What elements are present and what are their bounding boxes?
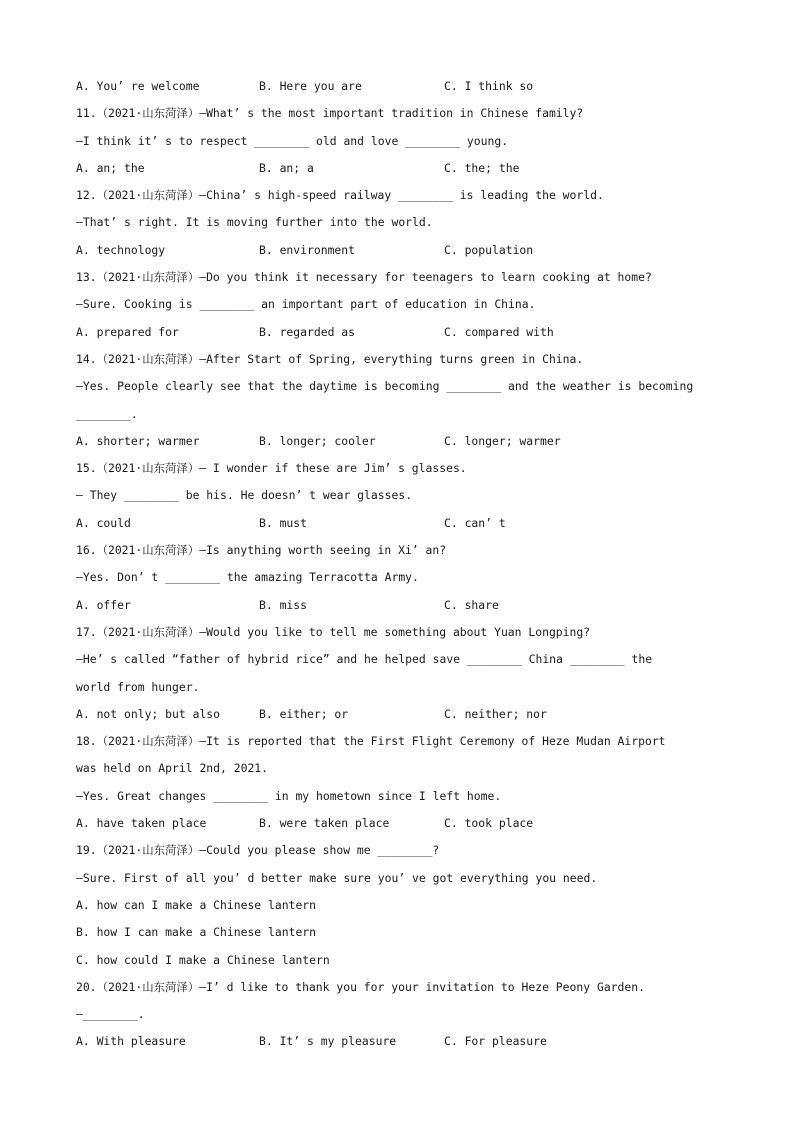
option-c: C. share (444, 597, 499, 612)
question-14-options (76, 431, 726, 458)
question-19-option-a: A. how can I make a Chinese lantern (76, 897, 317, 912)
question-18-stem-cont: was held on April 2nd, 2021. (76, 761, 269, 776)
question-12-stem: 12.（2021·山东菏泽）—China’ s high-speed railway ________ is leading the world. (76, 188, 604, 203)
question-15-options (76, 513, 726, 540)
question-17-stem: 17.（2021·山东菏泽）—Would you like to tell me something about Yuan Longping? (76, 624, 591, 639)
question-19-option-b: B. how I can make a Chinese lantern (76, 925, 317, 940)
question-19-response: —Sure. First of all you’ d better make sure you’ ve got everything you need. (76, 870, 598, 885)
option-c: C. For pleasure (444, 1034, 547, 1049)
question-11-response: —I think it’ s to respect ________ old and love ________ young. (76, 133, 509, 148)
question-15-stem: 15.（2021·山东菏泽）— I wonder if these are Jim’ s glasses. (76, 461, 467, 476)
document-page (76, 76, 726, 1059)
option-b: B. were taken place (259, 816, 390, 831)
option-b: B. regarded as (259, 324, 356, 339)
question-17-response-cont: world from hunger. (76, 679, 200, 694)
option-a: A. have taken place (76, 816, 207, 831)
option-a: A. could (76, 515, 131, 530)
option-a: A. prepared for (76, 324, 179, 339)
option-a: A. technology (76, 242, 166, 257)
option-a: A. not only; but also (76, 706, 221, 721)
question-14-response-cont: ________. (76, 406, 138, 421)
option-a: A. shorter; warmer (76, 433, 200, 448)
question-11-options (76, 158, 726, 185)
question-20-response: —________. (76, 1007, 145, 1022)
option-c: C. longer; warmer (444, 433, 561, 448)
question-20-options (76, 1031, 726, 1058)
question-20-stem: 20.（2021·山东菏泽）—I’ d like to thank you for your invitation to Heze Peony Garden. (76, 979, 645, 994)
option-c: C. the; the (444, 160, 520, 175)
question-16-options (76, 595, 726, 622)
option-c: C. neither; nor (444, 706, 547, 721)
option-b: B. It’ s my pleasure (259, 1034, 397, 1049)
question-18-response: —Yes. Great changes ________ in my hometown since I left home. (76, 788, 502, 803)
question-12-response: —That’ s right. It is moving further into the world. (76, 215, 433, 230)
question-13-stem: 13.（2021·山东菏泽）—Do you think it necessary for teenagers to learn cooking at home? (76, 270, 652, 285)
question-19-option-c: C. how could I make a Chinese lantern (76, 952, 330, 967)
option-b: B. an; a (259, 160, 314, 175)
question-15-response: — They ________ be his. He doesn’ t wear glasses. (76, 488, 413, 503)
option-a: A. offer (76, 597, 131, 612)
question-13-response: —Sure. Cooking is ________ an important part of education in China. (76, 297, 536, 312)
question-17-options (76, 704, 726, 731)
option-c: C. population (444, 242, 534, 257)
option-b: B. longer; cooler (259, 433, 376, 448)
question-16-stem: 16.（2021·山东菏泽）—Is anything worth seeing in Xi’ an? (76, 543, 447, 558)
question-11-stem: 11.（2021·山东菏泽）—What’ s the most important tradition in Chinese family? (76, 106, 584, 121)
option-c: C. I think so (444, 79, 534, 93)
option-b: B. environment (259, 242, 356, 257)
question-19-stem: 19.（2021·山东菏泽）—Could you please show me ________? (76, 843, 440, 858)
question-14-stem: 14.（2021·山东菏泽）—After Start of Spring, everything turns green in China. (76, 351, 584, 366)
answer-options (76, 76, 726, 103)
option-c: C. can’ t (444, 515, 506, 530)
question-16-response: —Yes. Don’ t ________ the amazing Terracotta Army. (76, 570, 419, 585)
option-a: A. an; the (76, 160, 145, 175)
option-a: A. With pleasure (76, 1034, 186, 1049)
option-b: B. either; or (259, 706, 349, 721)
option-b: B. must (259, 515, 308, 530)
question-13-options (76, 322, 726, 349)
option-c: C. took place (444, 816, 534, 831)
question-12-options (76, 240, 726, 267)
option-b: B. miss (259, 597, 308, 612)
question-17-response: —He’ s called “father of hybrid rice” and he helped save ________ China ________ the (76, 652, 653, 667)
question-14-response: —Yes. People clearly see that the daytime is becoming ________ and the weather is becoming (76, 379, 694, 394)
question-18-options (76, 813, 726, 840)
option-a: A. You’ re welcome (76, 79, 200, 93)
option-b: B. Here you are (259, 79, 362, 93)
option-c: C. compared with (444, 324, 554, 339)
question-18-stem: 18.（2021·山东菏泽）—It is reported that the First Flight Ceremony of Heze Mudan Airport (76, 734, 666, 749)
